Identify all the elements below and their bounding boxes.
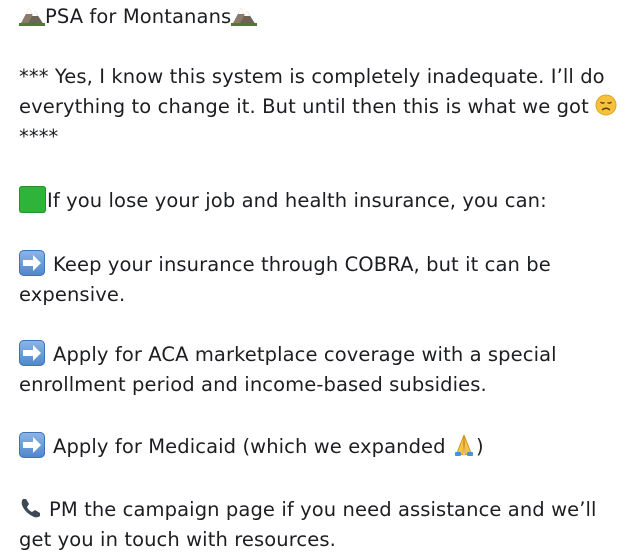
option-cobra — [19, 250, 630, 310]
contact-paragraph — [19, 495, 630, 555]
green-square-icon — [19, 186, 46, 213]
right-arrow-icon — [19, 250, 45, 276]
option-medicaid-close: ) — [475, 435, 484, 458]
disclaimer-paragraph — [19, 62, 630, 152]
disclaimer-text: *** Yes, I know this system is completely inadequate. I’ll do everything to change it. But until then this is what we got — [19, 65, 605, 118]
post-title-line — [19, 2, 630, 32]
disappointed-face-icon — [595, 94, 617, 116]
option-aca-text: Apply for ACA marketplace coverage with a special enrollment period and income-based subsidies. — [19, 343, 557, 396]
folded-hands-icon — [452, 433, 476, 457]
telephone-icon — [19, 496, 43, 520]
post-title: PSA for Montanans — [45, 5, 232, 28]
contact-text: PM the campaign page if you need assistance and we’ll get you in touch with resources. — [19, 498, 597, 551]
right-arrow-icon — [19, 340, 45, 366]
option-medicaid-text: Apply for Medicaid (which we expanded — [53, 435, 446, 458]
mountain-icon — [19, 4, 45, 26]
mountain-icon — [231, 4, 257, 26]
option-cobra-text: Keep your insurance through COBRA, but it can be expensive. — [19, 253, 551, 306]
intro-line — [19, 186, 630, 216]
disclaimer-end: **** — [19, 125, 59, 148]
option-medicaid — [19, 432, 630, 462]
option-aca — [19, 340, 630, 400]
right-arrow-icon — [19, 432, 45, 458]
intro-text: If you lose your job and health insurance, you can: — [47, 189, 547, 212]
